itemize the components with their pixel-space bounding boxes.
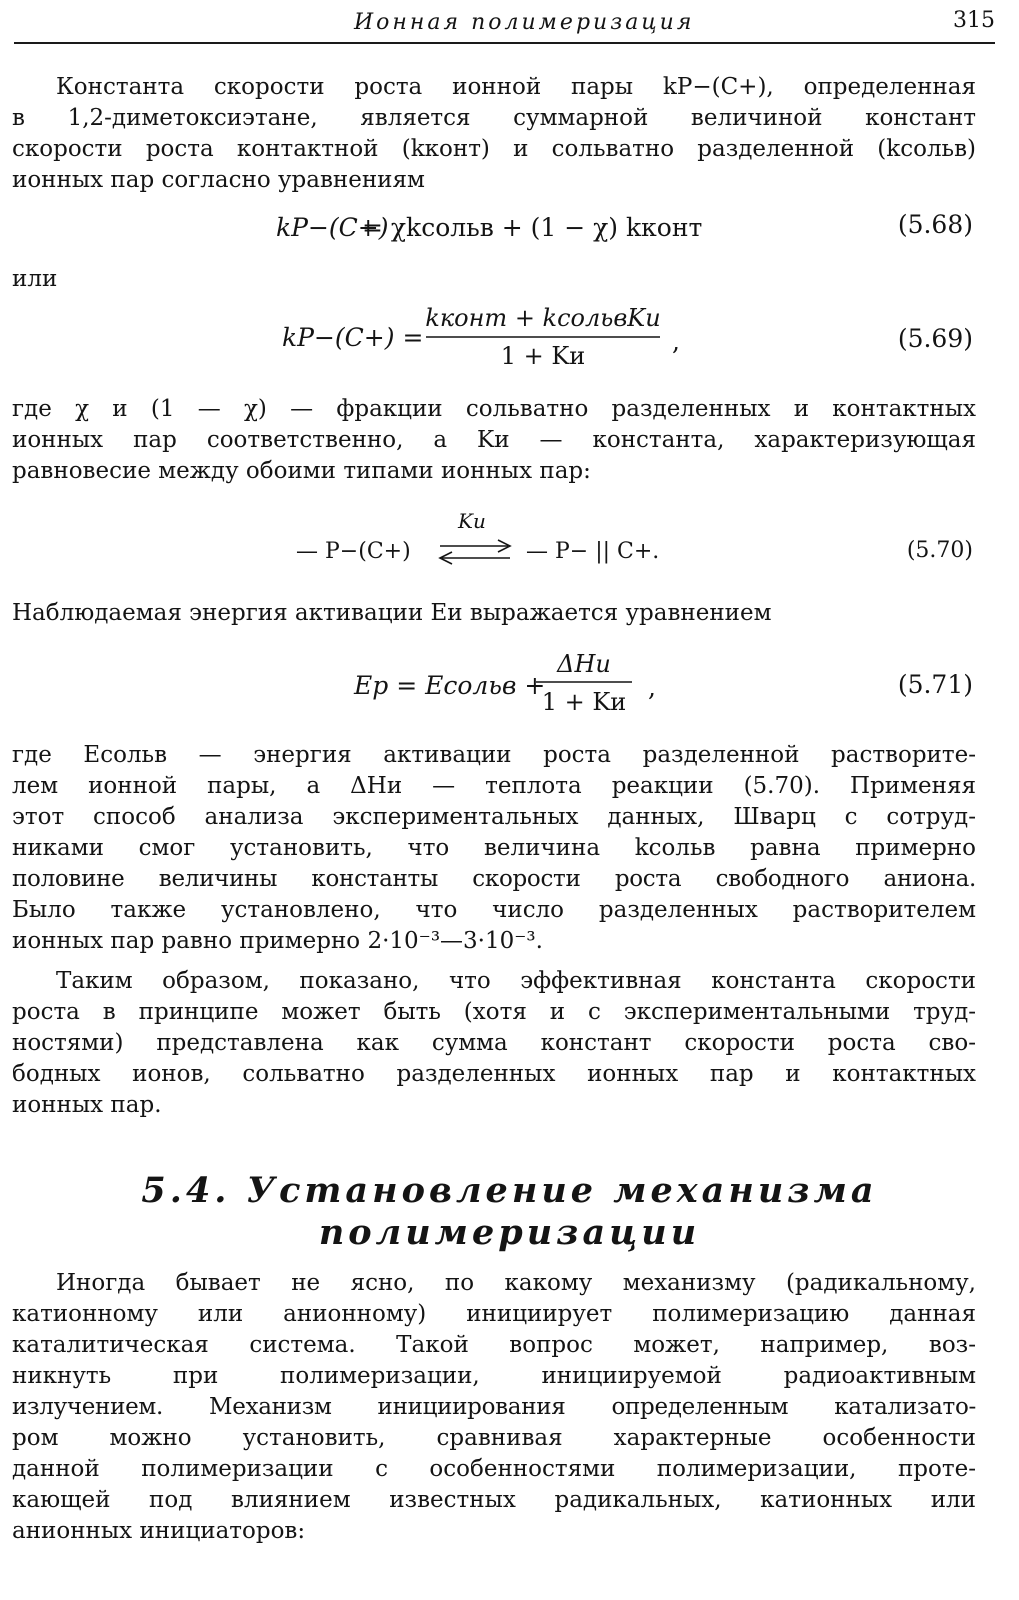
text-line: Наблюдаемая энергия активации Eи выражается уравнением xyxy=(12,600,772,626)
equation-number: (5.70) xyxy=(906,538,973,563)
paragraph-schwarz xyxy=(12,740,976,957)
text-line: ионных пар. xyxy=(12,1092,162,1118)
page-header xyxy=(14,2,995,44)
eq-5-71-numerator: ΔHи xyxy=(557,650,611,678)
text-line: Таким образом, показано, что эффективная константа скорости xyxy=(56,968,976,994)
text-line: Было также установлено, что число разделенных растворителем xyxy=(12,897,976,923)
text-line: никами смог установить, что величина kсольв равна примерно xyxy=(12,835,976,861)
or-label: или xyxy=(12,266,58,292)
text-line: скорости роста контактной (kконт) и сольватно разделенной (kсольв) xyxy=(12,136,976,162)
text-line: ионных пар согласно уравнениям xyxy=(12,167,425,193)
text-line: в 1,2-диметоксиэтане, является суммарной величиной констант xyxy=(12,105,976,131)
eq-5-68-rhs: = χkсольв + (1 − χ) kконт xyxy=(362,213,703,242)
eq-5-71-denominator: 1 + Kи xyxy=(541,688,627,716)
text-line: катионному или анионному) инициирует полимеризацию данная xyxy=(12,1301,976,1327)
eq-5-71-lhs: Ep = Eсольв + xyxy=(354,671,546,700)
equation-5-68 xyxy=(0,206,1019,246)
text-line: где Eсольв — энергия активации роста разделенной растворите- xyxy=(12,742,976,768)
text-line: этот способ анализа экспериментальных данных, Шварц с сотруд- xyxy=(12,804,976,830)
equation-5-71 xyxy=(0,646,1019,722)
eq-5-68-lhs: kP−(C+) xyxy=(276,213,389,242)
eq-5-69-lhs: kP−(C+) = xyxy=(282,323,424,352)
eq-5-70-right: — P− || C+. xyxy=(526,539,660,564)
eq-5-69-numerator: kконт + kсольвKи xyxy=(425,304,661,332)
text-line: равновесие между обоими типами ионных пар: xyxy=(12,458,591,484)
text-line: ионных пар соответственно, а Kи — константа, характеризующая xyxy=(12,427,976,453)
text-line: Константа скорости роста ионной пары kP−(C+), определенная xyxy=(56,74,976,100)
running-head: Ионная полимеризация xyxy=(354,10,695,35)
equation-number: (5.69) xyxy=(897,324,973,353)
text-line: никнуть при полимеризации, инициируемой радиоактивным xyxy=(12,1363,976,1389)
text-line: роста в принципе может быть (хотя и с экспериментальными труд- xyxy=(12,999,976,1025)
text-line: каталитическая система. Такой вопрос может, например, воз- xyxy=(12,1332,976,1358)
text-line: бодных ионов, сольватно разделенных ионных пар и контактных xyxy=(12,1061,976,1087)
eq-5-70-constant: Kи xyxy=(458,509,486,533)
equation-5-70-svg xyxy=(0,506,1019,578)
equation-5-70 xyxy=(0,506,1019,578)
text-line: ионных пар равно примерно 2·10⁻³—3·10⁻³. xyxy=(12,928,543,954)
text-line: лем ионной пары, а ΔHи — теплота реакции (5.70). Применяя xyxy=(12,773,976,799)
text-line: Иногда бывает не ясно, по какому механизму (радикальному, xyxy=(56,1270,976,1296)
eq-5-69-tail: , xyxy=(672,327,680,356)
text-line: ром можно установить, сравнивая характерные особенности xyxy=(12,1425,976,1451)
eq-5-70-left: — P−(C+) xyxy=(296,539,411,564)
paragraph-mechanism xyxy=(12,1268,976,1547)
equation-5-69 xyxy=(0,300,1019,374)
equation-number: (5.68) xyxy=(897,210,973,239)
text-line: данной полимеризации с особенностями полимеризации, проте- xyxy=(12,1456,976,1482)
eq-5-69-denominator: 1 + Kи xyxy=(500,342,586,370)
section-heading-line: 5.4. Установление механизма xyxy=(141,1170,878,1211)
equation-number: (5.71) xyxy=(897,670,973,699)
eq-5-71-tail: , xyxy=(648,673,656,702)
paragraph-activation-energy xyxy=(12,598,976,629)
text-line: ностями) представлена как сумма констант скорости роста сво- xyxy=(12,1030,976,1056)
paragraph-conclusion xyxy=(12,966,976,1121)
equation-5-69-svg xyxy=(0,300,1019,374)
section-heading xyxy=(0,1170,1019,1254)
text-line: половине величины константы скорости роста свободного аниона. xyxy=(12,866,976,892)
paragraph-rate-constant xyxy=(12,72,976,196)
text-line: излучением. Механизм инициирования определенным катализато- xyxy=(12,1394,976,1420)
equation-5-71-svg xyxy=(0,646,1019,722)
section-heading-line: полимеризации xyxy=(318,1212,701,1253)
text-line: где χ и (1 — χ) — фракции сольватно разделенных и контактных xyxy=(12,396,976,422)
paragraph-fractions xyxy=(12,394,976,487)
text-line: анионных инициаторов: xyxy=(12,1518,306,1544)
text-line: кающей под влиянием известных радикальных, катионных или xyxy=(12,1487,976,1513)
page-number: 315 xyxy=(953,8,995,33)
equation-5-68-svg xyxy=(0,206,1019,246)
